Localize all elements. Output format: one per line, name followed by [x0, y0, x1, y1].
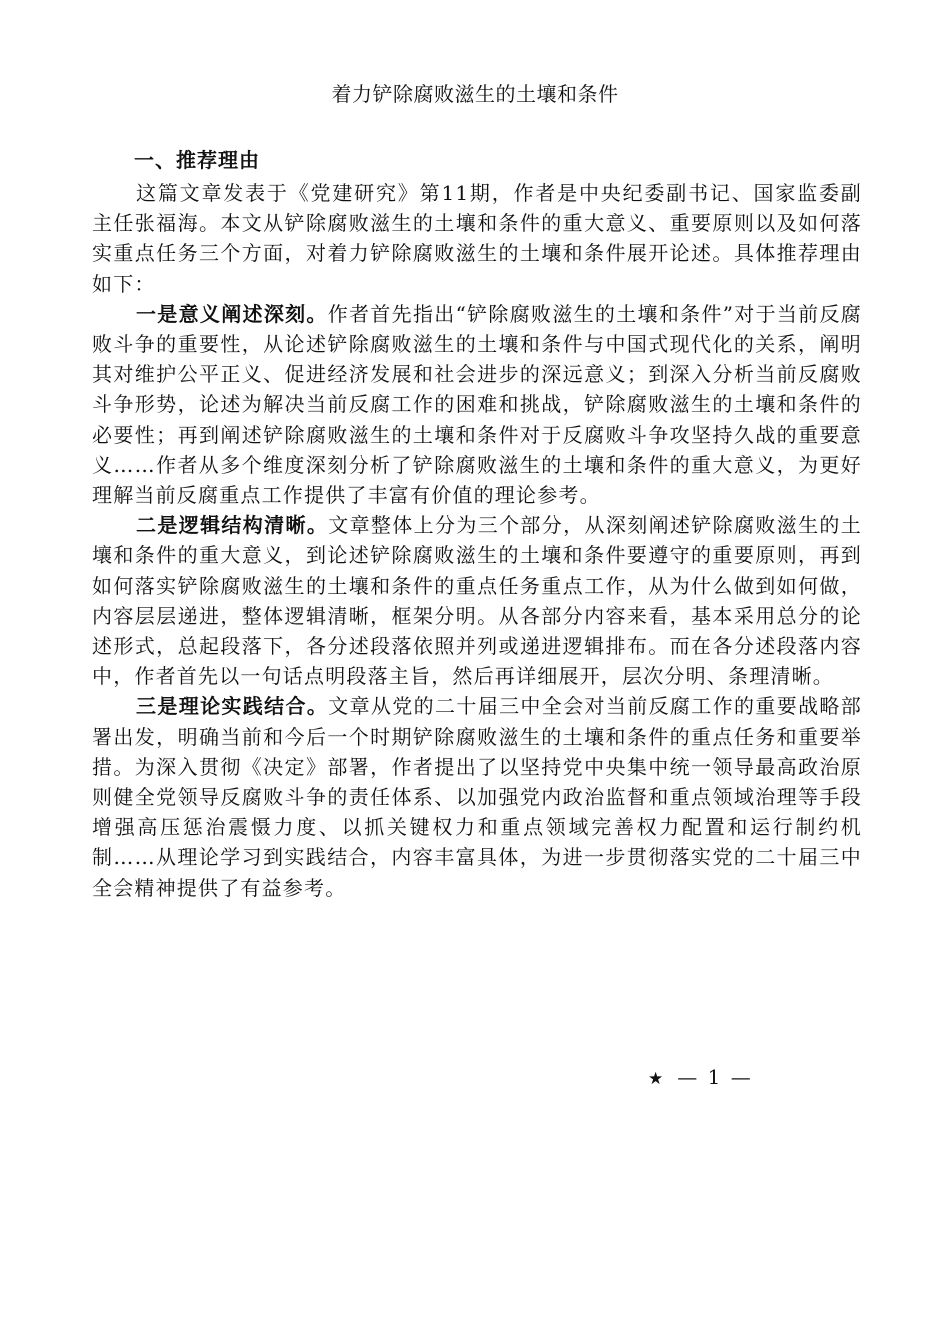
point-lead-2: 二是逻辑结构清晰。: [136, 513, 329, 538]
point-paragraph-1: [92, 299, 862, 510]
point-paragraph-3: [92, 691, 862, 902]
page-footer: [648, 1062, 753, 1094]
point-text-3: 文章从党的二十届三中全会对当前反腐工作的重要战略部署出发，明确当前和今后一个时期铲除腐败滋生的土壤和条件的重点任务和重要举措。为深入贯彻《决定》部署，作者提出了以坚持党中央集中统一领导最高政治原则健全党领导反腐败斗争的责任体系、以加强党内政治监督和重点领域治理等手段增强高压惩治震慑力度、以抓关键权力和重点领域完善权力配置和运行制约机制……从理论学习到实践结合，内容丰富具体，为进一步贯彻落实党的二十届三中全会精神提供了有益参考。: [92, 694, 862, 900]
document-body: [92, 143, 862, 903]
point-lead-1: 一是意义阐述深刻。: [136, 301, 328, 326]
point-text-2: 文章整体上分为三个部分，从深刻阐述铲除腐败滋生的土壤和条件的重大意义，到论述铲除腐败滋生的土壤和条件要遵守的重要原则，再到如何落实铲除腐败滋生的土壤和条件的重点任务重点工作，从为什么做到如何做，内容层层递进，整体逻辑清晰，框架分明。从各部分内容来看，基本采用总分的论述形式，总起段落下，各分述段落依照并列或递进逻辑排布。而在各分述段落内容中，作者首先以一句话点明段落主旨，然后再详细展开，层次分明、条理清晰。: [92, 513, 862, 689]
point-text-1: 作者首先指出“铲除腐败滋生的土壤和条件”对于当前反腐败斗争的重要性，从论述铲除腐败滋生的土壤和条件与中国式现代化的关系，阐明其对维护公平正义、促进经济发展和社会进步的深远意义；到深入分析当前反腐败斗争形势，论述为解决当前反腐工作的困难和挑战，铲除腐败滋生的土壤和条件的必要性；再到阐述铲除腐败滋生的土壤和条件对于反腐败斗争攻坚持久战的重要意义……作者从多个维度深刻分析了铲除腐败滋生的土壤和条件的重大意义，为更好理解当前反腐重点工作提供了丰富有价值的理论参考。: [92, 301, 862, 508]
section-heading: 一、推荐理由: [134, 148, 260, 172]
document-title: 着力铲除腐败滋生的土壤和条件: [331, 82, 619, 106]
star-icon: ★: [648, 1069, 664, 1089]
point-lead-3: 三是理论实践结合。: [136, 694, 329, 719]
page-number: — 1 —: [677, 1065, 753, 1089]
intro-paragraph: 这篇文章发表于《党建研究》第11期，作者是中央纪委副书记、国家监委副主任张福海。本文从铲除腐败滋生的土壤和条件的重大意义、重要原则以及如何落实重点任务三个方面，对着力铲除腐败滋生的土壤和条件展开论述。具体推荐理由如下：: [92, 181, 862, 296]
point-paragraph-2: [92, 510, 862, 691]
